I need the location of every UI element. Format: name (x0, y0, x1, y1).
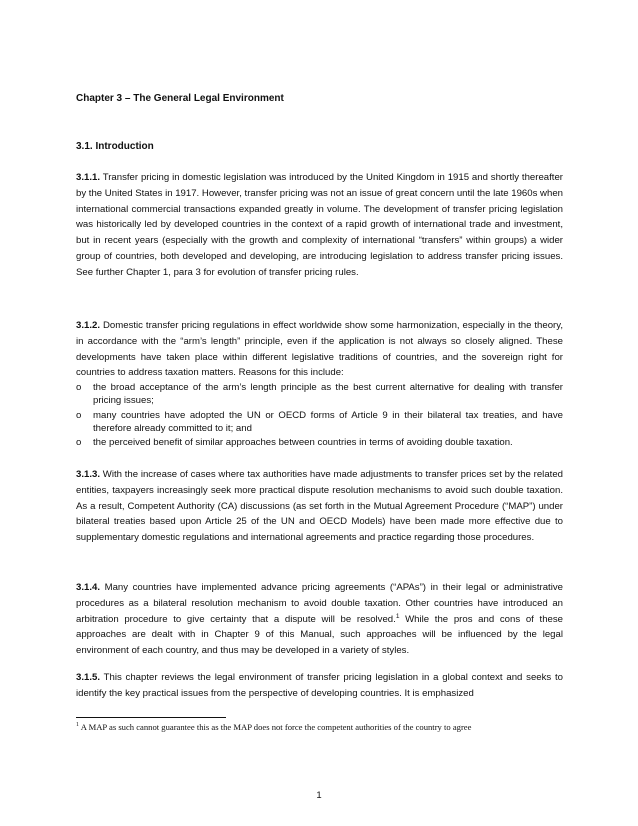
page-number: 1 (316, 790, 322, 801)
bullet-marker: o (76, 437, 82, 449)
paragraph-text-continued: While the pros and cons of these approaches are dealt with in Chapter 9 of this Manual, such approaches will be influenced by the legal environment of each country, and thus may be developed in a variety of styles. (76, 613, 563, 657)
paragraph-text: Transfer pricing in domestic legislation was introduced by the United Kingdom in 1915 and shortly thereafter by the United States in 1917. However, transfer pricing was not an issue of great concern until the late 1960s when international commercial transactions expanded greatly in volume. The development of transfer pricing legislation was historically led by developed countries in the context of a rapid growth of international trade and investment, but in recent years (especially with the growth and complexity of international “transfers” within groups) a wider group of countries, both developed and developing, are introducing legislation to address transfer pricing issues. See further Chapter 1, para 3 for evolution of transfer pricing rules. (76, 172, 563, 278)
paragraph-number: 3.1.5. (76, 672, 101, 683)
paragraph-number: 3.1.1. (76, 172, 101, 183)
paragraph-number: 3.1.2. (76, 320, 101, 331)
list-item: o the broad acceptance of the arm’s length principle as the best current alternative for dealing with transfer pricing issues; (76, 382, 563, 407)
bullet-marker: o (76, 409, 82, 421)
paragraph-number: 3.1.3. (76, 469, 101, 480)
bullet-list (76, 381, 563, 449)
paragraph-number: 3.1.4. (76, 582, 101, 593)
paragraph-text: With the increase of cases where tax authorities have made adjustments to transfer prices set by the related entities, taxpayers increasingly seek more practical dispute resolution mechanisms to avoid such double taxation. As a result, Competent Authority (CA) discussions (as set forth in the Mutual Agreement Procedure (“MAP”) under bilateral treaties based upon Article 25 of the UN and OECD Models) have been made more effective due to supplementary domestic regulations and international agreements and practice regarding those procedures. (76, 469, 563, 544)
paragraph-text: Domestic transfer pricing regulations in effect worldwide show some harmonization, especially in the theory, in accordance with the “arm’s length” principle, even if the application is not always so closely aligned. These developments have taken place within different legislative traditions of countries, and the sovereign right for countries to address taxation matters. Reasons for this include: (76, 320, 563, 379)
footnote (76, 722, 471, 732)
paragraph-3-1-3 (76, 467, 563, 546)
paragraph-3-1-2 (76, 318, 563, 451)
section-title: 3.1. Introduction (76, 141, 154, 152)
paragraph-text: This chapter reviews the legal environment of transfer pricing legislation in a global context and seeks to identify the key practical issues from the perspective of developing countries. It is emphasized (76, 672, 563, 699)
paragraph-text: Many countries have implemented advance pricing agreements (“APAs”) in their legal or administrative procedures as a bilateral resolution mechanism to avoid double taxation. Other countries have introduced an arbitration procedure to give certainty that a dispute will be resolved. (76, 582, 563, 625)
footnote-text: A MAP as such cannot guarantee this as the MAP does not force the competent authorities of the country to agree (80, 722, 472, 732)
chapter-title: Chapter 3 – The General Legal Environment (76, 93, 284, 104)
footnote-number: 1 (76, 722, 79, 729)
paragraph-3-1-1 (76, 170, 563, 281)
list-item: o many countries have adopted the UN or OECD forms of Article 9 in their bilateral tax treaties, and have therefore already committed to it; and (76, 409, 563, 434)
footnote-reference[interactable]: 1 (395, 612, 400, 620)
paragraph-3-1-4 (76, 580, 563, 659)
footnote-divider (76, 717, 226, 718)
list-item: o the perceived benefit of similar approaches between countries in terms of avoiding double taxation. (76, 437, 513, 449)
bullet-marker: o (76, 382, 82, 394)
paragraph-3-1-5 (76, 670, 563, 702)
